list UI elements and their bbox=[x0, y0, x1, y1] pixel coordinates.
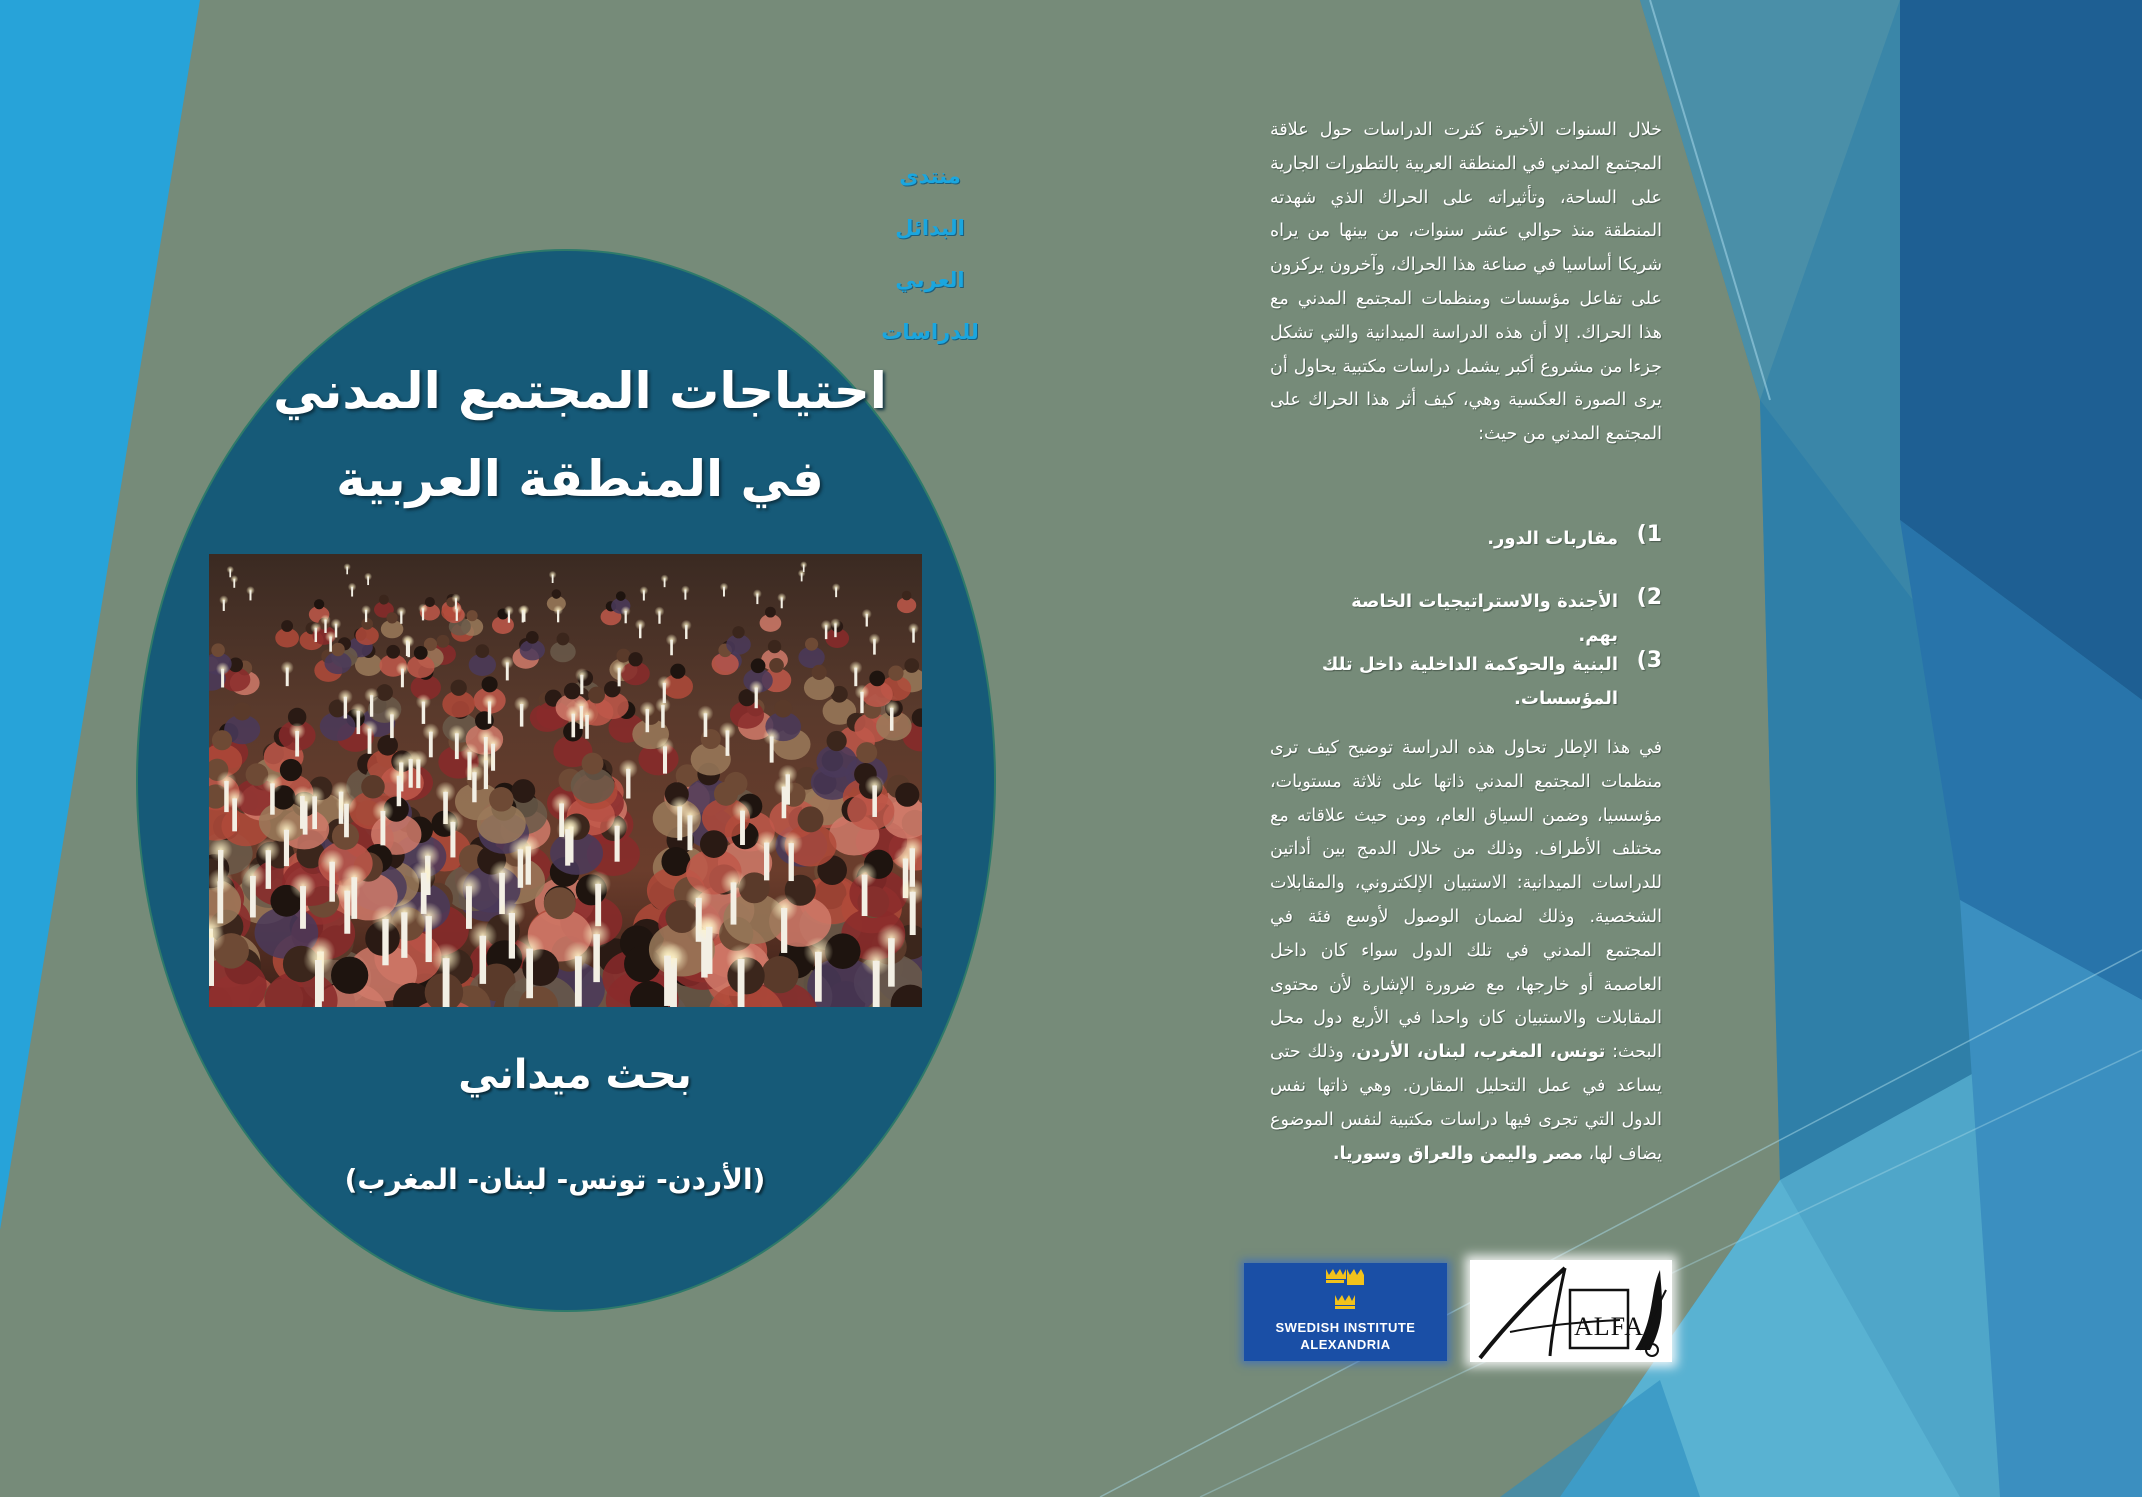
cover-title-line1: احتياجات المجتمع المدني bbox=[273, 362, 887, 420]
cover-countries: (الأردن- تونس- لبنان- المغرب) bbox=[344, 1163, 766, 1196]
list-label: مقاربات الدور. bbox=[1487, 528, 1618, 549]
list-item bbox=[1318, 522, 1662, 556]
org-name-line: البدائل bbox=[895, 216, 965, 240]
list-item bbox=[1318, 648, 1662, 716]
cover-subtitle: بحث ميداني bbox=[458, 1052, 692, 1098]
methodology-text: في هذا الإطار تحاول هذه الدراسة توضيح كيف ترى منظمات المجتمع المدني ذاتها على ثلاثة مستويات، مؤسسيا، وضمن السياق العام، ومن حيث علاقاته مع مختلف الأطراف. وذلك من خلال الدمج بين أداتين للدراسات الميدانية: الاستبيان الإلكتروني، والمقابلات الشخصية. وذلك لضمان الوصول لأوسع فئة في المجتمع المدني في تلك الدول سواء كان داخل العاصمة أو خارجها، مع ضرورة الإشارة لأن محتوى المقابلات والاستبيان كان واحدا في الأربع دول محل البحث: bbox=[1270, 738, 1662, 1063]
list-label: الأجندة والاستراتيجيات الخاصة بهم. bbox=[1351, 591, 1618, 646]
list-number: 1) bbox=[1636, 522, 1662, 547]
alfa-logo-text: ALFA bbox=[1574, 1312, 1644, 1341]
swedish-institute-logo[interactable] bbox=[1244, 1263, 1447, 1361]
candlelight-crowd-photo bbox=[209, 554, 922, 1007]
swedish-institute-name: SWEDISH INSTITUTE ALEXANDRIA bbox=[1275, 1320, 1416, 1352]
list-label: البنية والحوكمة الداخلية داخل تلك المؤسسات. bbox=[1321, 654, 1618, 709]
org-name bbox=[855, 150, 1005, 358]
methodology-text: ، وذلك حتى يساعد في عمل التحليل المقارن. وهي ذاتها نفس الدول التي تجرى فيها دراسات مكتبية لنفس الموضوع يضاف لها، bbox=[1270, 1042, 1662, 1164]
methodology-bold-countries: مصر واليمن والعراق وسوريا. bbox=[1332, 1143, 1583, 1164]
alfa-logo[interactable] bbox=[1470, 1260, 1672, 1362]
cover-title-line2: في المنطقة العربية bbox=[336, 450, 824, 508]
three-crowns-icon bbox=[1322, 1265, 1368, 1323]
list-item bbox=[1318, 585, 1662, 653]
alfa-logo-mark bbox=[1470, 1260, 1672, 1362]
org-name-line: منتدى bbox=[899, 164, 961, 188]
intro-paragraph: خلال السنوات الأخيرة كثرت الدراسات حول علاقة المجتمع المدني في المنطقة العربية بالتطورات الجارية على الساحة، وتأثيراته على الحراك الذي شهدته المنطقة منذ حوالي عشر سنوات، من بينها من يراه شريكا أساسيا في صناعة هذا الحراك، وآخرون يركزون على تفاعل مؤسسات ومنظمات المجتمع المدني مع هذا الحراك. إلا أن هذه الدراسة الميدانية والتي تشكل جزءا من مشروع أكبر يشمل دراسات مكتبية يحاول أن يرى الصورة العكسية وهي، كيف أثر هذا الحراك على المجتمع المدني من حيث: bbox=[1270, 120, 1662, 445]
methodology-bold-countries: تونس، المغرب، لبنان، الأردن bbox=[1356, 1042, 1606, 1063]
list-number: 3) bbox=[1636, 648, 1662, 673]
methodology-paragraph bbox=[1270, 732, 1662, 1171]
list-number: 2) bbox=[1636, 585, 1662, 610]
org-name-line: للدراسات bbox=[881, 320, 979, 344]
org-name-line: العربي bbox=[895, 268, 965, 292]
